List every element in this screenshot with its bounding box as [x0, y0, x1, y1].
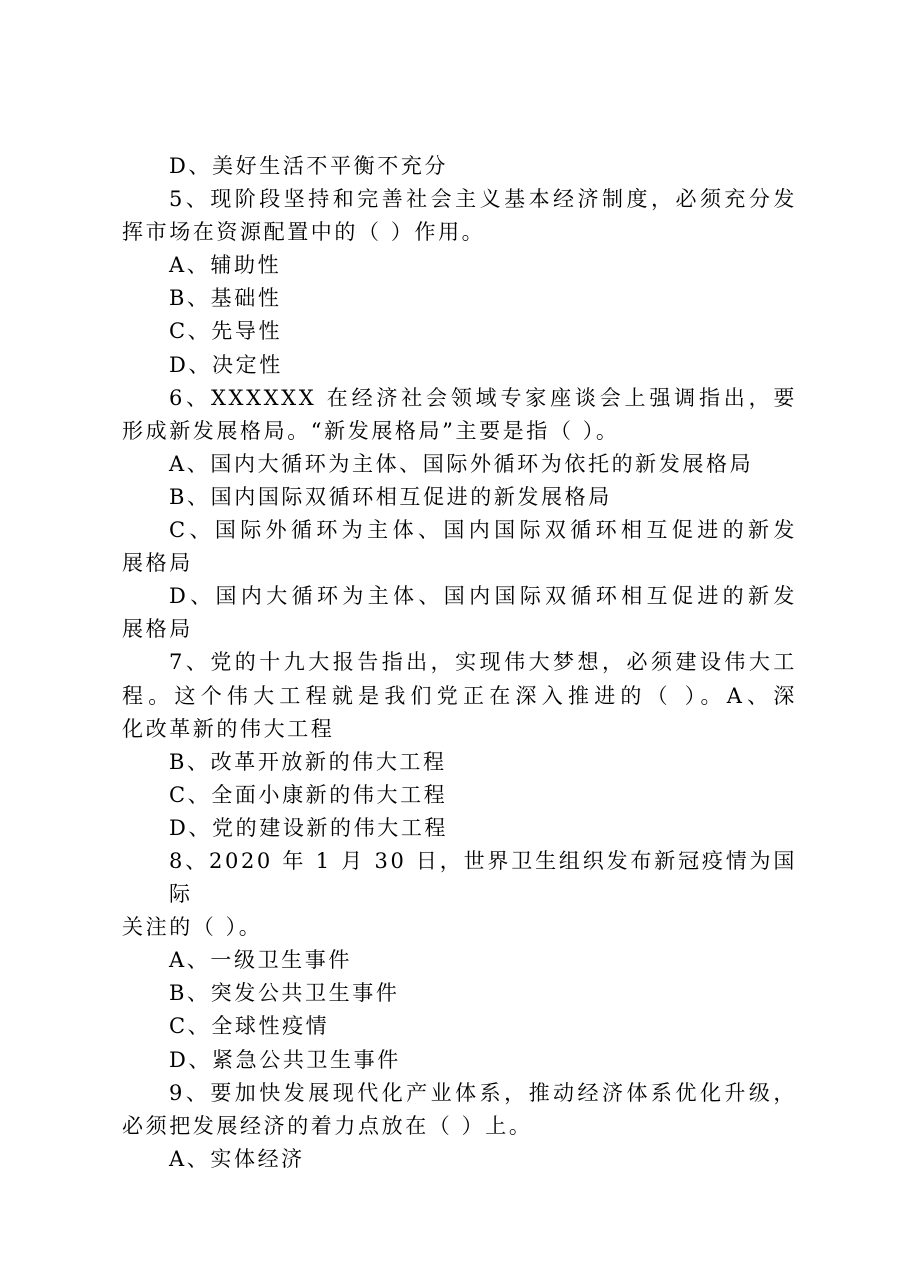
q8-option-b: B、突发公共卫生事件 — [169, 981, 400, 1006]
q5-option-b: B、基础性 — [169, 286, 282, 311]
q6-option-a: A、国内大循环为主体、国际外循环为依托的新发展格局 — [169, 451, 754, 476]
q8-option-d: D、紧急公共卫生事件 — [169, 1047, 401, 1072]
q6-option-d-line-1: D、国内大循环为主体、国内国际双循环相互促进的新发 — [169, 584, 797, 609]
q7-stem-line-2: 程。这个伟大工程就是我们党正在深入推进的（ ）。A、深 — [122, 683, 797, 708]
q7-option-c: C、全面小康新的伟大工程 — [169, 782, 448, 807]
q4-option-d: D、美好生活不平衡不充分 — [169, 154, 449, 178]
q9-stem-line-2: 必须把发展经济的着力点放在（ ）上。 — [122, 1113, 533, 1138]
q5-stem-line-1: 5、现阶段坚持和完善社会主义基本经济制度，必须充分发 — [169, 187, 797, 212]
q8-stem-line-1: 8、2020 年 1 月 30 日，世界卫生组织发布新冠疫情为国际 — [169, 848, 797, 907]
q6-option-c-line-2: 展格局 — [122, 551, 193, 576]
q7-option-d: D、党的建设新的伟大工程 — [169, 815, 449, 840]
q6-stem-line-2: 形成新发展格局。“新发展格局”主要是指（ ）。 — [122, 418, 620, 443]
q8-stem-line-2: 关注的（ ）。 — [122, 915, 263, 940]
q7-option-b: B、改革开放新的伟大工程 — [169, 749, 447, 774]
q7-stem-line-1: 7、党的十九大报告指出，实现伟大梦想，必须建设伟大工 — [169, 650, 797, 675]
q7-option-a-line-2: 化改革新的伟大工程 — [122, 716, 335, 741]
q5-option-d: D、决定性 — [169, 352, 283, 377]
q9-stem-line-1: 9、要加快发展现代化产业体系，推动经济体系优化升级， — [169, 1080, 797, 1105]
q8-option-c: C、全球性疫情 — [169, 1014, 330, 1039]
document-body — [122, 150, 797, 1176]
q8-option-a: A、一级卫生事件 — [169, 948, 352, 973]
q6-option-c-line-1: C、国际外循环为主体、国内国际双循环相互促进的新发 — [169, 518, 797, 543]
q5-option-a: A、辅助性 — [169, 253, 282, 278]
q9-option-a: A、实体经济 — [169, 1146, 305, 1171]
q6-option-b: B、国内国际双循环相互促进的新发展格局 — [169, 484, 612, 509]
q5-stem-line-2: 挥市场在资源配置中的（ ）作用。 — [122, 220, 486, 245]
q6-stem-line-1: 6、XXXXXX 在经济社会领域专家座谈会上强调指出，要 — [169, 385, 797, 410]
q5-option-c: C、先导性 — [169, 319, 283, 344]
q6-option-d-line-2: 展格局 — [122, 617, 193, 642]
